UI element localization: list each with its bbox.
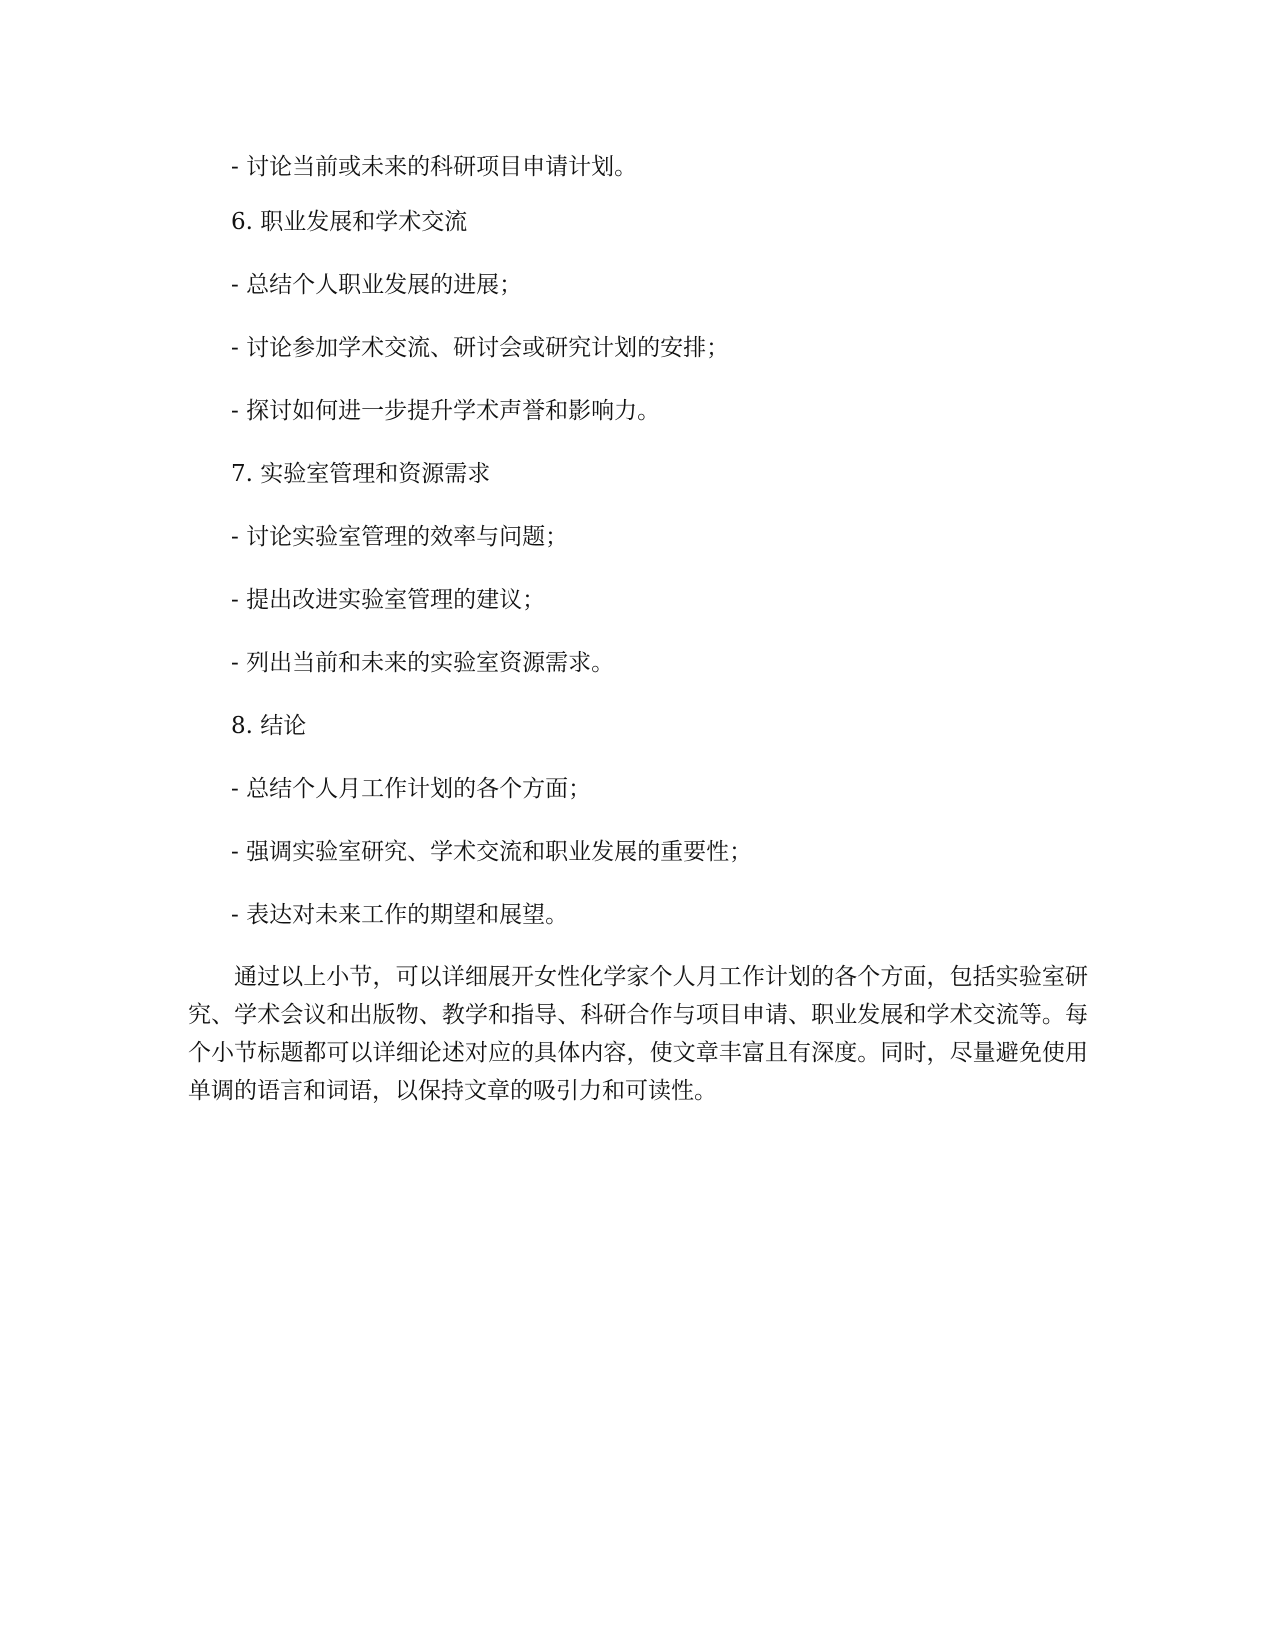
section-heading-career-development: 6. 职业发展和学术交流 xyxy=(231,209,468,235)
bullet-lab-resources: - 列出当前和未来的实验室资源需求。 xyxy=(231,650,615,676)
bullet-career-progress: - 总结个人职业发展的进展； xyxy=(231,272,523,298)
bullet-lab-efficiency: - 讨论实验室管理的效率与问题； xyxy=(231,524,569,550)
section-heading-lab-management: 7. 实验室管理和资源需求 xyxy=(231,461,491,487)
bullet-academic-exchange: - 讨论参加学术交流、研讨会或研究计划的安排； xyxy=(231,335,730,361)
closing-paragraph: 通过以上小节，可以详细展开女性化学家个人月工作计划的各个方面，包括实验室研究、学术会议和出版物、教学和指导、科研合作与项目申请、职业发展和学术交流等。每个小节标题都可以详细论述对应的具体内容，使文章丰富且有深度。同时，尽量避免使用单调的语言和词语，以保持文章的吸引力和可读性。 xyxy=(188,964,1088,1104)
bullet-academic-reputation: - 探讨如何进一步提升学术声誉和影响力。 xyxy=(231,398,661,424)
bullet-summary: - 总结个人月工作计划的各个方面； xyxy=(231,776,592,802)
bullet-research-proposal-plan: - 讨论当前或未来的科研项目申请计划。 xyxy=(231,154,638,180)
section-heading-conclusion: 8. 结论 xyxy=(231,713,307,739)
bullet-outlook: - 表达对未来工作的期望和展望。 xyxy=(231,902,569,928)
bullet-importance: - 强调实验室研究、学术交流和职业发展的重要性； xyxy=(231,839,753,865)
bullet-lab-improvement: - 提出改进实验室管理的建议； xyxy=(231,587,546,613)
